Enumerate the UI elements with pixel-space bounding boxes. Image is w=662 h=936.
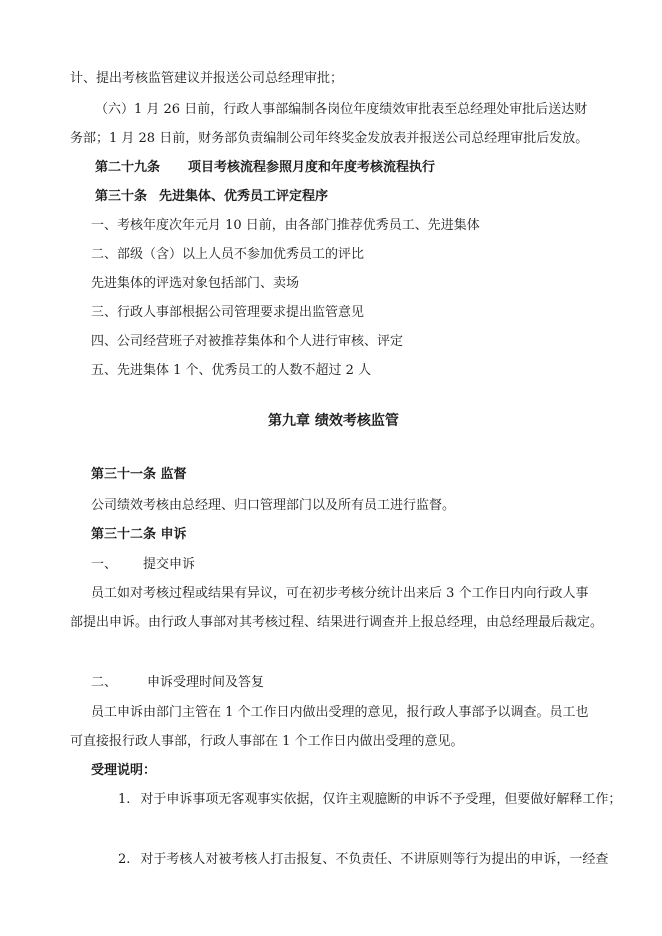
chapter-title: 第九章 绩效考核监管 bbox=[268, 413, 399, 429]
list-item: 三、行政人事部根据公司管理要求提出监管意见 bbox=[91, 305, 365, 320]
note-1-number: 1. bbox=[118, 792, 131, 807]
article-29-heading bbox=[95, 159, 435, 177]
paragraph-line: 计、提出考核监管建议并报送公司总经理审批； bbox=[70, 71, 344, 86]
paragraph-line: 公司绩效考核由总经理、归口管理部门以及所有员工进行监督。 bbox=[91, 498, 456, 513]
list-item: 二、部级（含）以上人员不参加优秀员工的评比 bbox=[91, 247, 365, 262]
article-32-heading: 第三十二条 申诉 bbox=[91, 527, 187, 542]
paragraph-line: 部提出申诉。由行政人事部对其考核过程、结果进行调查并上报总经理，由总经理最后裁定。 bbox=[70, 615, 604, 630]
article-30-number: 第三十条 bbox=[95, 189, 148, 204]
numbered-note bbox=[118, 791, 621, 809]
list-item-note: 先进集体的评选对象包括部门、卖场 bbox=[91, 276, 300, 291]
note-1-text: 对于申诉事项无客观事实依据，仅许主观臆断的申诉不予受理，但要做好解释工作； bbox=[140, 792, 622, 807]
list-item: 五、先进集体 1 个、优秀员工的人数不超过 2 人 bbox=[91, 363, 372, 378]
note-2-number: 2. bbox=[118, 852, 131, 867]
note-2-text: 对于考核人对被考核人打击报复、不负责任、不讲原则等行为提出的申诉，一经查 bbox=[140, 852, 609, 867]
sub-2-title: 申诉受理时间及答复 bbox=[147, 675, 265, 690]
sub-heading bbox=[91, 674, 264, 692]
sub-1-title: 提交申诉 bbox=[143, 557, 196, 572]
numbered-note bbox=[118, 851, 608, 869]
article-29-title: 项目考核流程参照月度和年度考核流程执行 bbox=[188, 160, 436, 175]
article-30-heading bbox=[95, 188, 328, 206]
paragraph-line: （六）1 月 26 日前，行政人事部编制各岗位年度绩效审批表至总经理处审批后送达财 bbox=[95, 102, 588, 117]
sub-1-number: 一、 bbox=[91, 557, 118, 572]
article-30-title: 先进集体、优秀员工评定程序 bbox=[159, 189, 329, 204]
article-29-number: 第二十九条 bbox=[95, 160, 161, 175]
list-item: 一、考核年度次年元月 10 日前，由各部门推荐优秀员工、先进集体 bbox=[91, 218, 480, 233]
paragraph-line: 员工如对考核过程或结果有异议，可在初步考核分统计出来后 3 个工作日内向行政人事 bbox=[91, 586, 589, 601]
paragraph-line: 可直接报行政人事部，行政人事部在 1 个工作日内做出受理的意见。 bbox=[70, 734, 464, 749]
list-item: 四、公司经营班子对被推荐集体和个人进行审核、评定 bbox=[91, 334, 404, 349]
sub-heading bbox=[91, 556, 195, 574]
sub-2-number: 二、 bbox=[91, 675, 118, 690]
paragraph-line: 务部；1 月 28 日前，财务部负责编制公司年终奖金发放表并报送公司总经理审批后发放。 bbox=[70, 131, 589, 146]
acceptance-heading: 受理说明： bbox=[91, 763, 157, 778]
article-31-heading: 第三十一条 监督 bbox=[91, 467, 187, 482]
paragraph-line: 员工申诉由部门主管在 1 个工作日内做出受理的意见，报行政人事部予以调查。员工也 bbox=[91, 705, 589, 720]
